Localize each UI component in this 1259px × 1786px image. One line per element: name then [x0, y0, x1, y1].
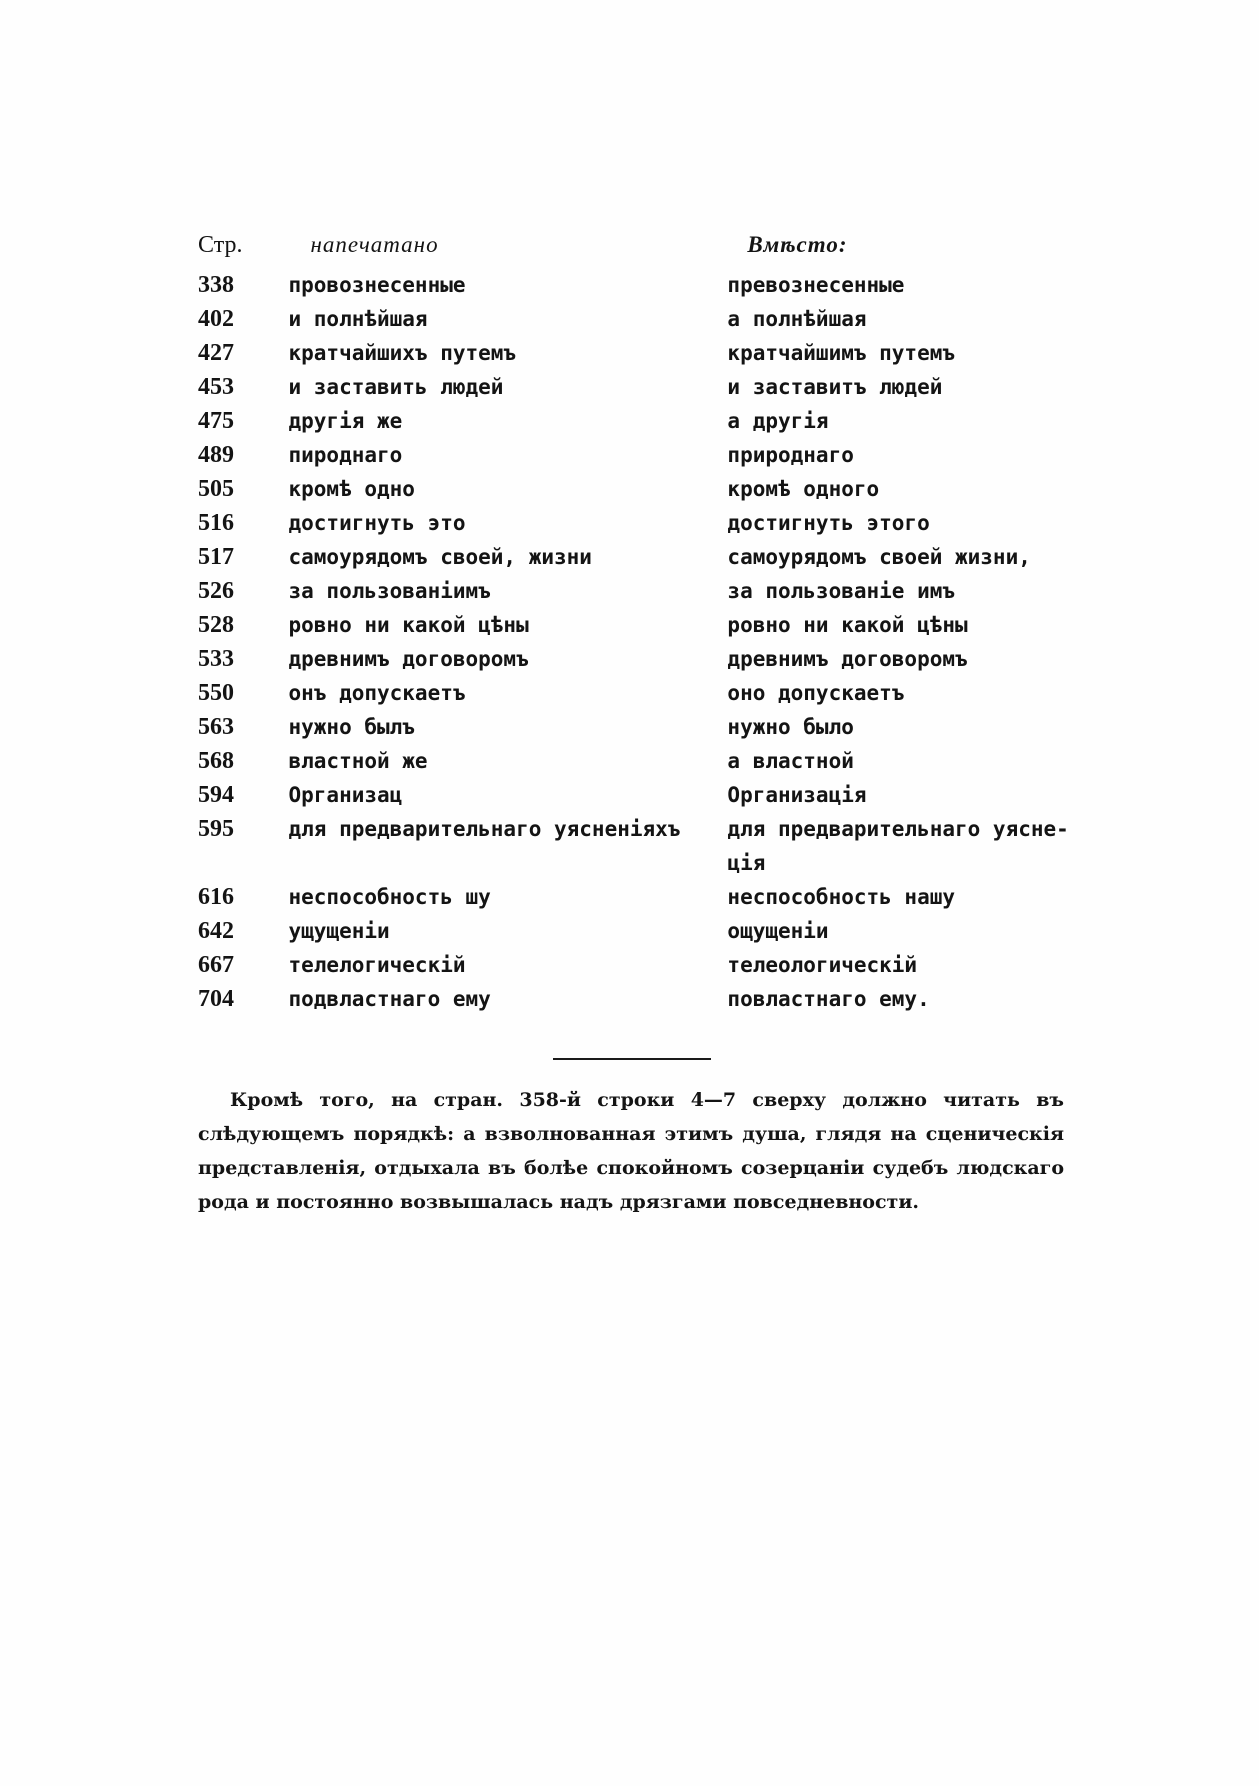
errata-row — [198, 914, 1078, 948]
errata-row — [198, 982, 1078, 1016]
row-page-number: 338 — [198, 272, 234, 298]
row-instead-text: а властной — [727, 749, 854, 773]
row-printed-text: подвластнаго ему — [288, 987, 491, 1011]
row-page-number: 533 — [198, 646, 234, 672]
errata-note: Кромѣ того, на стран. 358-й строки 4—7 сверху должно читать въ слѣдующемъ порядкѣ: а взволнованная этимъ душа, глядя на сценическія представленія, отдыхала въ болѣе спокойномъ созерцаніи судебъ людскаго рода и постоянно возвышалась надъ дрязгами повседневности. — [198, 1089, 1064, 1213]
errata-row — [198, 778, 1078, 812]
row-instead-text: природнаго — [727, 443, 854, 467]
errata-row — [198, 506, 1078, 540]
row-printed-text: ровно ни какой цѣны — [288, 613, 529, 637]
errata-row — [198, 404, 1078, 438]
row-printed-text: и заставить людей — [288, 375, 504, 399]
row-instead-text: а полнѣйшая — [727, 307, 867, 331]
row-page-number: 489 — [198, 442, 234, 468]
row-page-number: 475 — [198, 408, 234, 434]
row-instead-text: кромѣ одного — [727, 477, 880, 501]
row-page-number: 516 — [198, 510, 234, 536]
errata-row — [198, 302, 1078, 336]
row-printed-text: пироднаго — [288, 443, 403, 467]
errata-row — [198, 676, 1078, 710]
header-page: Стр. — [198, 232, 243, 258]
row-instead-text: для предварительнаго уясне-ція — [727, 817, 1069, 875]
errata-row — [198, 438, 1078, 472]
section-divider — [553, 1058, 711, 1060]
errata-row — [198, 812, 1078, 880]
row-page-number: 427 — [198, 340, 234, 366]
errata-row — [198, 574, 1078, 608]
row-page-number: 453 — [198, 374, 234, 400]
row-instead-text: и заставитъ людей — [727, 375, 943, 399]
row-printed-text: телелогическій — [288, 953, 466, 977]
errata-row — [198, 472, 1078, 506]
row-printed-text: онъ допускаетъ — [288, 681, 466, 705]
errata-row — [198, 336, 1078, 370]
errata-row — [198, 880, 1078, 914]
row-instead-text: оно допускаетъ — [727, 681, 905, 705]
row-printed-text: для предварительнаго уясненіяхъ — [288, 817, 681, 841]
errata-table — [198, 228, 1078, 1016]
row-page-number: 505 — [198, 476, 234, 502]
row-instead-text: телеологическій — [727, 953, 918, 977]
row-page-number: 595 — [198, 816, 234, 842]
row-instead-text: Организація — [727, 783, 867, 807]
row-page-number: 594 — [198, 782, 234, 808]
row-instead-text: за пользованіе имъ — [727, 579, 955, 603]
row-printed-text: другія же — [288, 409, 403, 433]
row-instead-text: а другія — [727, 409, 829, 433]
errata-row — [198, 370, 1078, 404]
errata-row — [198, 948, 1078, 982]
row-page-number: 616 — [198, 884, 234, 910]
header-instead: Вмѣсто: — [747, 232, 848, 257]
row-printed-text: провознесенные — [288, 273, 466, 297]
row-instead-text: ощущеніи — [727, 919, 829, 943]
row-printed-text: ущущеніи — [288, 919, 390, 943]
row-page-number: 526 — [198, 578, 234, 604]
row-instead-text: превознесенные — [727, 273, 905, 297]
row-page-number: 704 — [198, 986, 234, 1012]
row-page-number: 563 — [198, 714, 234, 740]
header-printed: напечатано — [310, 232, 439, 257]
row-instead-text: кратчайшимъ путемъ — [727, 341, 955, 365]
row-page-number: 642 — [198, 918, 234, 944]
row-instead-text: неспособность нашу — [727, 885, 955, 909]
row-instead-text: древнимъ договоромъ — [727, 647, 968, 671]
row-printed-text: Организац — [288, 783, 403, 807]
row-instead-text: достигнуть этого — [727, 511, 930, 535]
errata-row — [198, 540, 1078, 574]
row-page-number: 517 — [198, 544, 234, 570]
row-printed-text: достигнуть это — [288, 511, 466, 535]
row-printed-text: неспособность шу — [288, 885, 491, 909]
row-page-number: 402 — [198, 306, 234, 332]
row-printed-text: древнимъ договоромъ — [288, 647, 529, 671]
errata-row — [198, 608, 1078, 642]
row-page-number: 667 — [198, 952, 234, 978]
row-printed-text: за пользованіимъ — [288, 579, 491, 603]
errata-header-row — [198, 228, 1078, 268]
row-printed-text: и полнѣйшая — [288, 307, 428, 331]
row-instead-text: повластнаго ему. — [727, 987, 930, 1011]
errata-row — [198, 642, 1078, 676]
row-printed-text: кратчайшихъ путемъ — [288, 341, 517, 365]
row-page-number: 528 — [198, 612, 234, 638]
row-printed-text: нужно былъ — [288, 715, 415, 739]
row-printed-text: кромѣ одно — [288, 477, 415, 501]
row-instead-text: ровно ни какой цѣны — [727, 613, 968, 637]
errata-rows — [198, 268, 1078, 1016]
errata-row — [198, 744, 1078, 778]
row-printed-text: самоурядомъ своей, жизни — [288, 545, 592, 569]
row-instead-text: нужно было — [727, 715, 854, 739]
row-printed-text: властной же — [288, 749, 428, 773]
row-page-number: 550 — [198, 680, 234, 706]
row-instead-text: самоурядомъ своей жизни, — [727, 545, 1031, 569]
row-page-number: 568 — [198, 748, 234, 774]
errata-row — [198, 710, 1078, 744]
errata-row — [198, 268, 1078, 302]
